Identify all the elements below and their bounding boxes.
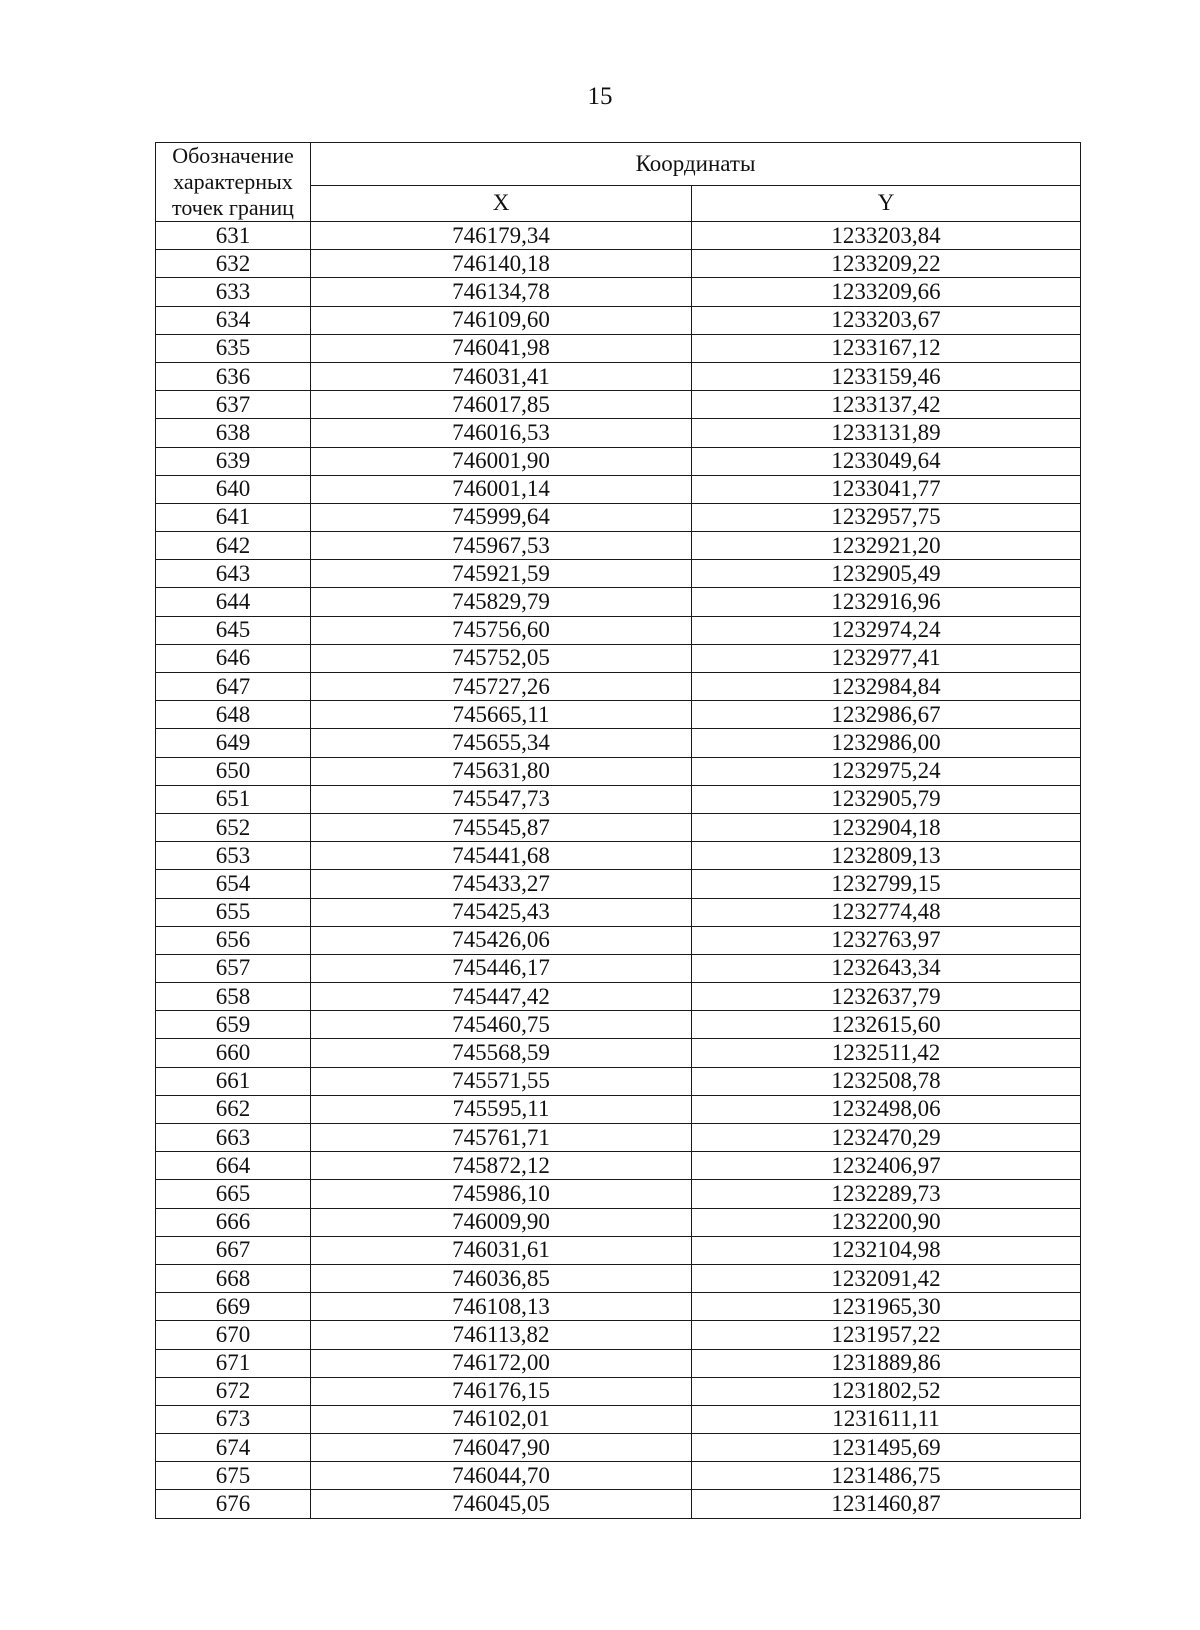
table-row <box>156 673 1081 701</box>
table-row <box>156 278 1081 306</box>
y-coordinate-cell: 1233131,89 <box>692 419 1081 447</box>
x-coordinate-cell: 745727,26 <box>311 673 692 701</box>
x-coordinate-cell: 745665,11 <box>311 701 692 729</box>
page-number: 15 <box>587 83 613 110</box>
point-cell: 661 <box>156 1067 311 1095</box>
x-coordinate-cell: 746041,98 <box>311 334 692 362</box>
point-cell: 652 <box>156 813 311 841</box>
y-coordinate-cell: 1231460,87 <box>692 1490 1081 1518</box>
table-row <box>156 362 1081 390</box>
point-cell: 657 <box>156 954 311 982</box>
table-row <box>156 532 1081 560</box>
y-coordinate-cell: 1232905,49 <box>692 560 1081 588</box>
table-row <box>156 1321 1081 1349</box>
table-row <box>156 1349 1081 1377</box>
x-coordinate-cell: 745433,27 <box>311 870 692 898</box>
table-row <box>156 1405 1081 1433</box>
coordinates-table <box>155 142 1081 1519</box>
table-row <box>156 870 1081 898</box>
point-cell: 634 <box>156 306 311 334</box>
y-coordinate-cell: 1232104,98 <box>692 1236 1081 1264</box>
x-coordinate-cell: 745446,17 <box>311 954 692 982</box>
x-coordinate-cell: 746176,15 <box>311 1377 692 1405</box>
y-coordinate-cell: 1232470,29 <box>692 1124 1081 1152</box>
table-row <box>156 1124 1081 1152</box>
y-coordinate-cell: 1233167,12 <box>692 334 1081 362</box>
table-row <box>156 898 1081 926</box>
table-row <box>156 391 1081 419</box>
x-coordinate-cell: 745545,87 <box>311 813 692 841</box>
table-row <box>156 1208 1081 1236</box>
table-row <box>156 334 1081 362</box>
y-coordinate-cell: 1232643,34 <box>692 954 1081 982</box>
x-coordinate-cell: 746045,05 <box>311 1490 692 1518</box>
point-cell: 640 <box>156 475 311 503</box>
point-cell: 659 <box>156 1011 311 1039</box>
point-cell: 653 <box>156 842 311 870</box>
y-coordinate-cell: 1232975,24 <box>692 757 1081 785</box>
y-coordinate-cell: 1233209,66 <box>692 278 1081 306</box>
y-coordinate-cell: 1231802,52 <box>692 1377 1081 1405</box>
x-coordinate-cell: 745571,55 <box>311 1067 692 1095</box>
y-coordinate-cell: 1231965,30 <box>692 1293 1081 1321</box>
point-cell: 665 <box>156 1180 311 1208</box>
y-coordinate-cell: 1233203,84 <box>692 222 1081 250</box>
point-cell: 674 <box>156 1434 311 1462</box>
table-row <box>156 644 1081 672</box>
x-coordinate-cell: 745986,10 <box>311 1180 692 1208</box>
x-coordinate-cell: 745460,75 <box>311 1011 692 1039</box>
point-cell: 644 <box>156 588 311 616</box>
x-coordinate-cell: 746036,85 <box>311 1264 692 1292</box>
point-cell: 645 <box>156 616 311 644</box>
point-cell: 648 <box>156 701 311 729</box>
y-coordinate-cell: 1232774,48 <box>692 898 1081 926</box>
y-coordinate-cell: 1231889,86 <box>692 1349 1081 1377</box>
x-coordinate-cell: 745829,79 <box>311 588 692 616</box>
point-cell: 666 <box>156 1208 311 1236</box>
y-coordinate-cell: 1232904,18 <box>692 813 1081 841</box>
table-row <box>156 1462 1081 1490</box>
point-cell: 631 <box>156 222 311 250</box>
y-coordinate-cell: 1232498,06 <box>692 1095 1081 1123</box>
point-cell: 671 <box>156 1349 311 1377</box>
y-coordinate-cell: 1232916,96 <box>692 588 1081 616</box>
point-cell: 643 <box>156 560 311 588</box>
x-coordinate-cell: 746017,85 <box>311 391 692 419</box>
y-coordinate-cell: 1232763,97 <box>692 926 1081 954</box>
y-coordinate-cell: 1233209,22 <box>692 250 1081 278</box>
table-row <box>156 757 1081 785</box>
point-cell: 636 <box>156 362 311 390</box>
table-row <box>156 729 1081 757</box>
x-coordinate-cell: 745441,68 <box>311 842 692 870</box>
table-row <box>156 813 1081 841</box>
table-row <box>156 447 1081 475</box>
point-cell: 650 <box>156 757 311 785</box>
y-coordinate-cell: 1233159,46 <box>692 362 1081 390</box>
table-row <box>156 222 1081 250</box>
point-cell: 675 <box>156 1462 311 1490</box>
header-y: Y <box>692 185 1081 221</box>
point-cell: 668 <box>156 1264 311 1292</box>
x-coordinate-cell: 745547,73 <box>311 785 692 813</box>
y-coordinate-cell: 1233203,67 <box>692 306 1081 334</box>
point-cell: 635 <box>156 334 311 362</box>
y-coordinate-cell: 1232905,79 <box>692 785 1081 813</box>
x-coordinate-cell: 745568,59 <box>311 1039 692 1067</box>
table-row <box>156 616 1081 644</box>
x-coordinate-cell: 746031,61 <box>311 1236 692 1264</box>
table-row <box>156 1095 1081 1123</box>
x-coordinate-cell: 746047,90 <box>311 1434 692 1462</box>
x-coordinate-cell: 745967,53 <box>311 532 692 560</box>
point-cell: 642 <box>156 532 311 560</box>
x-coordinate-cell: 746001,90 <box>311 447 692 475</box>
point-cell: 660 <box>156 1039 311 1067</box>
x-coordinate-cell: 745447,42 <box>311 983 692 1011</box>
x-coordinate-cell: 746102,01 <box>311 1405 692 1433</box>
x-coordinate-cell: 745425,43 <box>311 898 692 926</box>
table-row <box>156 1490 1081 1518</box>
y-coordinate-cell: 1232091,42 <box>692 1264 1081 1292</box>
y-coordinate-cell: 1232637,79 <box>692 983 1081 1011</box>
table-row <box>156 785 1081 813</box>
x-coordinate-cell: 745921,59 <box>311 560 692 588</box>
y-coordinate-cell: 1232984,84 <box>692 673 1081 701</box>
point-cell: 654 <box>156 870 311 898</box>
point-cell: 632 <box>156 250 311 278</box>
table-row <box>156 1011 1081 1039</box>
table-row <box>156 306 1081 334</box>
y-coordinate-cell: 1233041,77 <box>692 475 1081 503</box>
table-row <box>156 1180 1081 1208</box>
y-coordinate-cell: 1232921,20 <box>692 532 1081 560</box>
point-cell: 662 <box>156 1095 311 1123</box>
header-coordinates: Координаты <box>311 143 1081 186</box>
table-row <box>156 475 1081 503</box>
y-coordinate-cell: 1232508,78 <box>692 1067 1081 1095</box>
point-cell: 663 <box>156 1124 311 1152</box>
y-coordinate-cell: 1232615,60 <box>692 1011 1081 1039</box>
table-row <box>156 1067 1081 1095</box>
y-coordinate-cell: 1233137,42 <box>692 391 1081 419</box>
x-coordinate-cell: 746031,41 <box>311 362 692 390</box>
table-body <box>156 222 1081 1519</box>
table-row <box>156 560 1081 588</box>
x-coordinate-cell: 745426,06 <box>311 926 692 954</box>
table-row <box>156 842 1081 870</box>
y-coordinate-cell: 1232957,75 <box>692 503 1081 531</box>
y-coordinate-cell: 1232974,24 <box>692 616 1081 644</box>
table-row <box>156 1152 1081 1180</box>
table-row <box>156 1434 1081 1462</box>
point-cell: 646 <box>156 644 311 672</box>
table-row <box>156 250 1081 278</box>
point-cell: 639 <box>156 447 311 475</box>
x-coordinate-cell: 746134,78 <box>311 278 692 306</box>
x-coordinate-cell: 746109,60 <box>311 306 692 334</box>
y-coordinate-cell: 1231486,75 <box>692 1462 1081 1490</box>
x-coordinate-cell: 745761,71 <box>311 1124 692 1152</box>
y-coordinate-cell: 1232289,73 <box>692 1180 1081 1208</box>
point-cell: 649 <box>156 729 311 757</box>
x-coordinate-cell: 746044,70 <box>311 1462 692 1490</box>
point-cell: 670 <box>156 1321 311 1349</box>
table-row <box>156 1264 1081 1292</box>
y-coordinate-cell: 1232406,97 <box>692 1152 1081 1180</box>
point-cell: 676 <box>156 1490 311 1518</box>
y-coordinate-cell: 1231957,22 <box>692 1321 1081 1349</box>
point-cell: 664 <box>156 1152 311 1180</box>
point-cell: 673 <box>156 1405 311 1433</box>
table-row <box>156 926 1081 954</box>
x-coordinate-cell: 746016,53 <box>311 419 692 447</box>
point-cell: 637 <box>156 391 311 419</box>
x-coordinate-cell: 745595,11 <box>311 1095 692 1123</box>
y-coordinate-cell: 1232986,67 <box>692 701 1081 729</box>
x-coordinate-cell: 746140,18 <box>311 250 692 278</box>
x-coordinate-cell: 745999,64 <box>311 503 692 531</box>
table-row <box>156 983 1081 1011</box>
x-coordinate-cell: 746108,13 <box>311 1293 692 1321</box>
point-cell: 641 <box>156 503 311 531</box>
table-row <box>156 1293 1081 1321</box>
y-coordinate-cell: 1232809,13 <box>692 842 1081 870</box>
x-coordinate-cell: 745872,12 <box>311 1152 692 1180</box>
y-coordinate-cell: 1231611,11 <box>692 1405 1081 1433</box>
x-coordinate-cell: 746172,00 <box>311 1349 692 1377</box>
x-coordinate-cell: 745655,34 <box>311 729 692 757</box>
header-x: X <box>311 185 692 221</box>
point-cell: 655 <box>156 898 311 926</box>
x-coordinate-cell: 746113,82 <box>311 1321 692 1349</box>
y-coordinate-cell: 1232986,00 <box>692 729 1081 757</box>
x-coordinate-cell: 745631,80 <box>311 757 692 785</box>
table-row <box>156 1377 1081 1405</box>
point-cell: 667 <box>156 1236 311 1264</box>
point-cell: 651 <box>156 785 311 813</box>
x-coordinate-cell: 745756,60 <box>311 616 692 644</box>
point-cell: 633 <box>156 278 311 306</box>
y-coordinate-cell: 1232200,90 <box>692 1208 1081 1236</box>
x-coordinate-cell: 746009,90 <box>311 1208 692 1236</box>
table-row <box>156 419 1081 447</box>
point-cell: 669 <box>156 1293 311 1321</box>
table-row <box>156 1039 1081 1067</box>
point-cell: 672 <box>156 1377 311 1405</box>
point-cell: 647 <box>156 673 311 701</box>
x-coordinate-cell: 746179,34 <box>311 222 692 250</box>
table-row <box>156 503 1081 531</box>
x-coordinate-cell: 746001,14 <box>311 475 692 503</box>
header-point-designation: Обозначение характерных точек границ <box>156 143 311 222</box>
x-coordinate-cell: 745752,05 <box>311 644 692 672</box>
table-row <box>156 1236 1081 1264</box>
table-row <box>156 701 1081 729</box>
y-coordinate-cell: 1231495,69 <box>692 1434 1081 1462</box>
table-row <box>156 954 1081 982</box>
table-row <box>156 588 1081 616</box>
point-cell: 658 <box>156 983 311 1011</box>
y-coordinate-cell: 1233049,64 <box>692 447 1081 475</box>
point-cell: 656 <box>156 926 311 954</box>
y-coordinate-cell: 1232511,42 <box>692 1039 1081 1067</box>
y-coordinate-cell: 1232799,15 <box>692 870 1081 898</box>
y-coordinate-cell: 1232977,41 <box>692 644 1081 672</box>
point-cell: 638 <box>156 419 311 447</box>
